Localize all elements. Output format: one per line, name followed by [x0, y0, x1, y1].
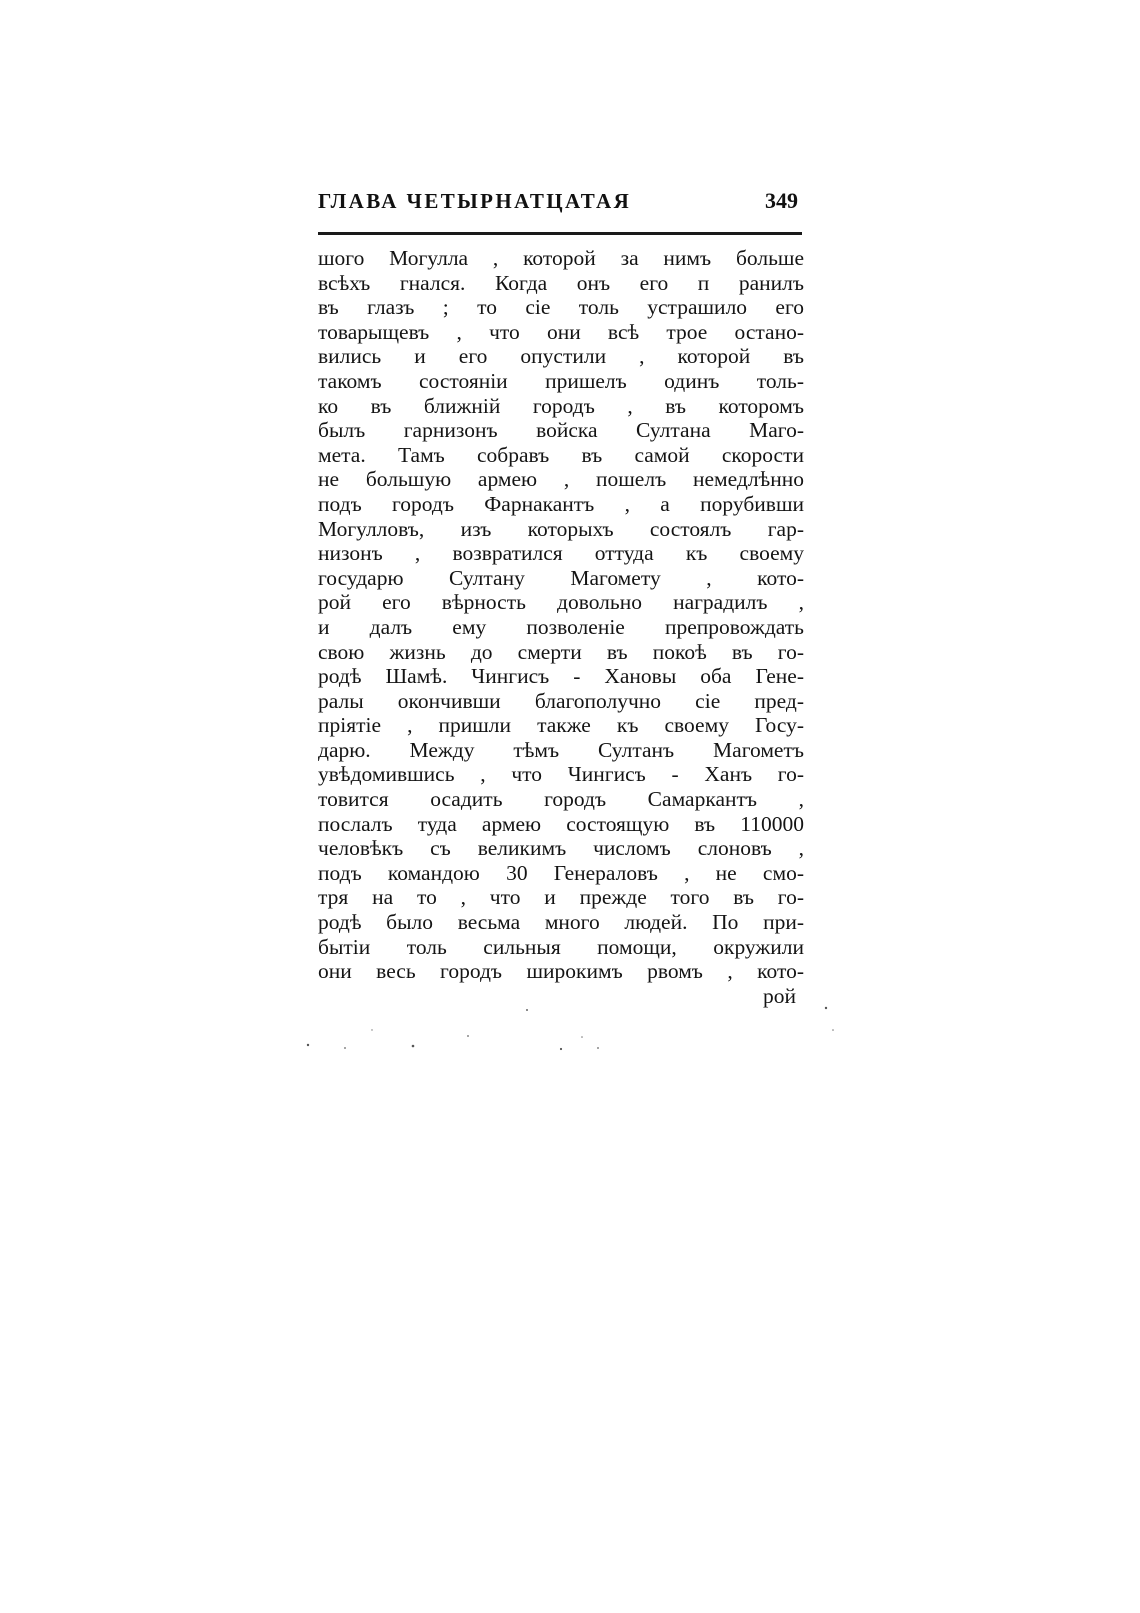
- text-line: ралы окончивши благополучно сiе пред-: [318, 688, 804, 713]
- text-line: тря на то , что и прежде того въ го-: [318, 885, 804, 910]
- text-line: мета. Тамъ собравъ въ самой скорости: [318, 442, 804, 467]
- page-number: 349: [765, 188, 798, 213]
- text-line: родѣ было весьма много людей. По при-: [318, 910, 804, 935]
- text-line: государю Султану Магомету , кото-: [318, 565, 804, 590]
- text-line: родѣ Шамѣ. Чингисъ - Хановы оба Гене-: [318, 664, 804, 689]
- text-line: увѣдомившись , что Чингисъ - Ханъ го-: [318, 762, 804, 787]
- speck: [597, 1047, 599, 1049]
- text-line: шого Могулла , которой за нимъ больше: [318, 246, 804, 270]
- text-line: и далъ ему позволенiе препровождать: [318, 614, 804, 639]
- running-title: ГЛАВА ЧЕТЫРНАТЦАТАЯ: [318, 189, 632, 213]
- text-line: всѣхъ гнался. Когда онъ его п ранилъ: [318, 270, 804, 295]
- speck: [825, 1007, 827, 1009]
- text-line: дарю. Между тѣмъ Султанъ Магометъ: [318, 737, 804, 762]
- text-line: былъ гарнизонъ войска Султана Маго-: [318, 418, 804, 443]
- speck: [371, 1029, 372, 1030]
- text-line: бытiи толь сильныя помощи, окружили: [318, 934, 804, 959]
- text-line: подъ командою 30 Генераловъ , не смо-: [318, 860, 804, 885]
- text-line: человѣкъ съ великимъ числомъ слоновъ ,: [318, 836, 804, 861]
- body-text: [318, 246, 804, 1008]
- speck: [467, 1035, 469, 1037]
- speck: [581, 1036, 583, 1038]
- text-line: они весь городъ широкимъ рвомъ , кото-: [318, 959, 804, 984]
- text-line: подъ городъ Фарнакантъ , а порубивши: [318, 491, 804, 516]
- text-line: послалъ туда армею состоящую въ 110000: [318, 811, 804, 836]
- speck: [344, 1047, 346, 1049]
- speck: [307, 1044, 309, 1046]
- speck: [526, 1009, 528, 1011]
- text-line: ко въ ближнiй городъ , въ которомъ: [318, 393, 804, 418]
- text-line: товарыщевъ , что они всѣ трое остано-: [318, 319, 804, 344]
- text-line: Могулловъ, изъ которыхъ состоялъ гар-: [318, 516, 804, 541]
- speck: [832, 1029, 834, 1031]
- page-header: [318, 188, 806, 218]
- text-line: такомъ состоянiи пришелъ одинъ толь-: [318, 368, 804, 393]
- header-rule: [318, 232, 802, 235]
- speck: [412, 1045, 415, 1048]
- text-line: рой его вѣрность довольно наградилъ ,: [318, 590, 804, 615]
- text-line: прiятiе , пришли также къ своему Госу-: [318, 713, 804, 738]
- text-line: свою жизнь до смерти въ покоѣ въ го-: [318, 639, 804, 664]
- text-line: не большую армею , пошелъ немедлѣнно: [318, 467, 804, 492]
- text-line: товится осадить городъ Самаркантъ ,: [318, 787, 804, 812]
- catchword: рой: [762, 983, 796, 1008]
- text-line: въ глазъ ; то сiе толь устрашило его: [318, 295, 804, 320]
- speck: [560, 1048, 562, 1050]
- text-line: вились и его опустили , которой въ: [318, 344, 804, 369]
- text-line: низонъ , возвратился оттуда къ своему: [318, 541, 804, 566]
